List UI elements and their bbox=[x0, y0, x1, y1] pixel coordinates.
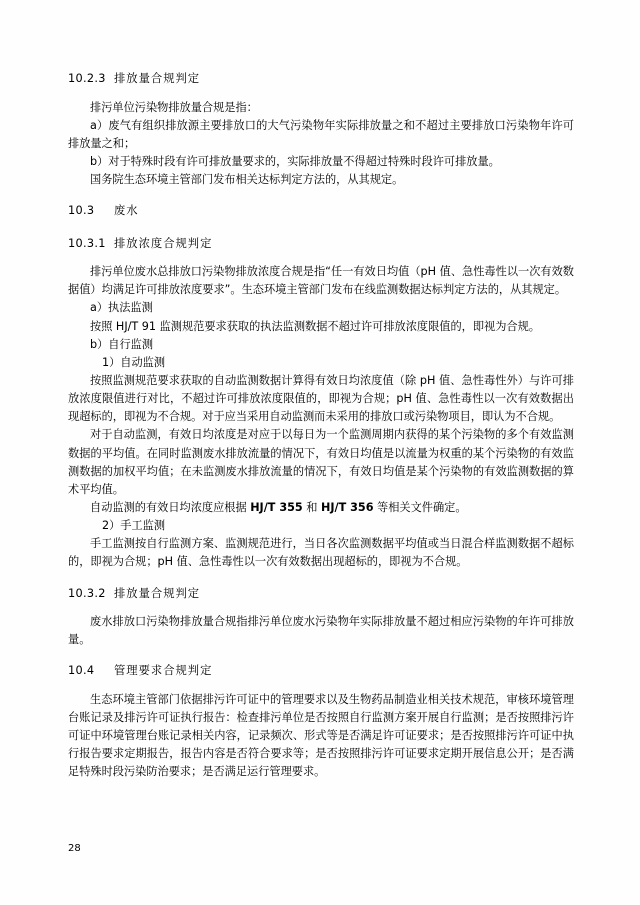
heading-10-3-2-title: 排放量合规判定 bbox=[114, 586, 201, 600]
para-10-3-1-7: 对于自动监测，有效日均浓度是对应于以每日为一个监测周期内获得的某个污染物的多个有效监测数据的平均值。在同时监测废水排放流量的情况下，有效日均值是以流量为权重的某个污染物的有效监测数据的加权平均值；在未监测废水排放流量的情况下，有效日均值是某个污染物的有效监测数据的算术平均值。 bbox=[68, 428, 574, 496]
para-10-3-1-1: 排污单位废水总排放口污染物排放浓度合规是指“任一有效日均值（pH 值、急性毒性以一次有效数据值）均满足许可排放浓度要求”。生态环境主管部门发布在线监测数据达标判定方法的，从其规定。 bbox=[68, 265, 574, 297]
heading-10-3-1 bbox=[68, 235, 574, 253]
heading-10-4 bbox=[68, 662, 574, 680]
para-10-3-1-2: a）执法监测 bbox=[90, 301, 153, 315]
heading-10-3-2 bbox=[68, 585, 574, 603]
para-10-2-3-1: 排污单位污染物排放量合规是指： bbox=[90, 100, 258, 114]
page-number: 28 bbox=[68, 843, 81, 854]
heading-10-3-title: 废水 bbox=[114, 204, 139, 218]
para-10-2-3-4: 国务院生态环境主管部门发布相关达标判定方法的，从其规定。 bbox=[90, 173, 404, 187]
heading-10-3-2-number: 10.3.2 bbox=[68, 586, 106, 600]
heading-10-2-3-number: 10.2.3 bbox=[68, 72, 106, 85]
para-10-2-3-3: b）对于特殊时段有许可排放量要求的，实际排放量不得超过特殊时段许可排放量。 bbox=[90, 154, 500, 168]
para-10-4-1: 生态环境主管部门依据排污许可证中的管理要求以及生物药品制造业相关技术规范，审核环境管理台账记录及排污许可证执行报告：检查排污单位是否按照自行监测方案开展自行监测；是否按照排污许可证中环境管理台账记录相关内容，记录频次、形式等是否满足许可证要求；是否按照排污许可证中执行报告要求定期报告，报告内容是否符合要求等；是否按照排污许可证要求定期开展信息公开；是否满足特殊时段污染防治要求；是否满足运行管理要求。 bbox=[68, 692, 574, 779]
heading-10-2-3-title: 排放量合规判定 bbox=[114, 72, 201, 85]
para-10-3-1-4: b）自行监测 bbox=[90, 337, 154, 351]
para-10-3-1-8-post: 等相关文件确定。 bbox=[373, 501, 467, 515]
heading-10-2-3 bbox=[68, 70, 574, 88]
heading-10-4-title: 管理要求合规判定 bbox=[114, 664, 213, 678]
para-10-3-2-1: 废水排放口污染物排放量合规指排污单位废水污染物年实际排放量不超过相应污染物的年许可排放量。 bbox=[68, 615, 574, 647]
standard-ref-hjt356: HJ/T 356 bbox=[321, 501, 374, 515]
page-content bbox=[68, 70, 574, 782]
heading-10-3 bbox=[68, 202, 574, 220]
heading-10-3-1-number: 10.3.1 bbox=[68, 236, 106, 250]
heading-10-4-number: 10.4 bbox=[68, 664, 95, 678]
para-10-3-1-10: 手工监测按自行监测方案、监测规范进行，当日各次监测数据平均值或当日混合样监测数据不超标的，即视为合规；pH 值、急性毒性以一次有效数据出现超标的，即视为不合规。 bbox=[68, 537, 574, 569]
heading-10-3-number: 10.3 bbox=[68, 204, 95, 218]
para-10-3-1-5: 1）自动监测 bbox=[102, 355, 166, 369]
standard-ref-hjt355: HJ/T 355 bbox=[250, 501, 303, 515]
para-10-3-1-6: 按照监测规范要求获取的自动监测数据计算得有效日均浓度值（除 pH 值、急性毒性外）与许可排放浓度限值进行对比，不超过许可排放浓度限值的，即视为合规；pH 值、急性毒性以一次有效数据出现超标的，即视为不合规。对于应当采用自动监测而未采用的排放口或污染物项目，即认为不合规。 bbox=[68, 374, 574, 424]
para-10-3-1-3: 按照 HJ/T 91 监测规范要求获取的执法监测数据不超过许可排放浓度限值的，即视为合规。 bbox=[90, 319, 540, 333]
para-10-3-1-9: 2）手工监测 bbox=[102, 519, 166, 533]
para-10-2-3-2: a）废气有组织排放源主要排放口的大气污染物年实际排放量之和不超过主要排放口污染物年许可排放量之和； bbox=[68, 118, 574, 150]
para-10-3-1-8 bbox=[68, 499, 574, 517]
para-10-3-1-8-pre: 自动监测的有效日均浓度应根据 bbox=[90, 501, 251, 515]
para-10-3-1-8-mid: 和 bbox=[302, 501, 321, 515]
heading-10-3-1-title: 排放浓度合规判定 bbox=[114, 236, 213, 250]
